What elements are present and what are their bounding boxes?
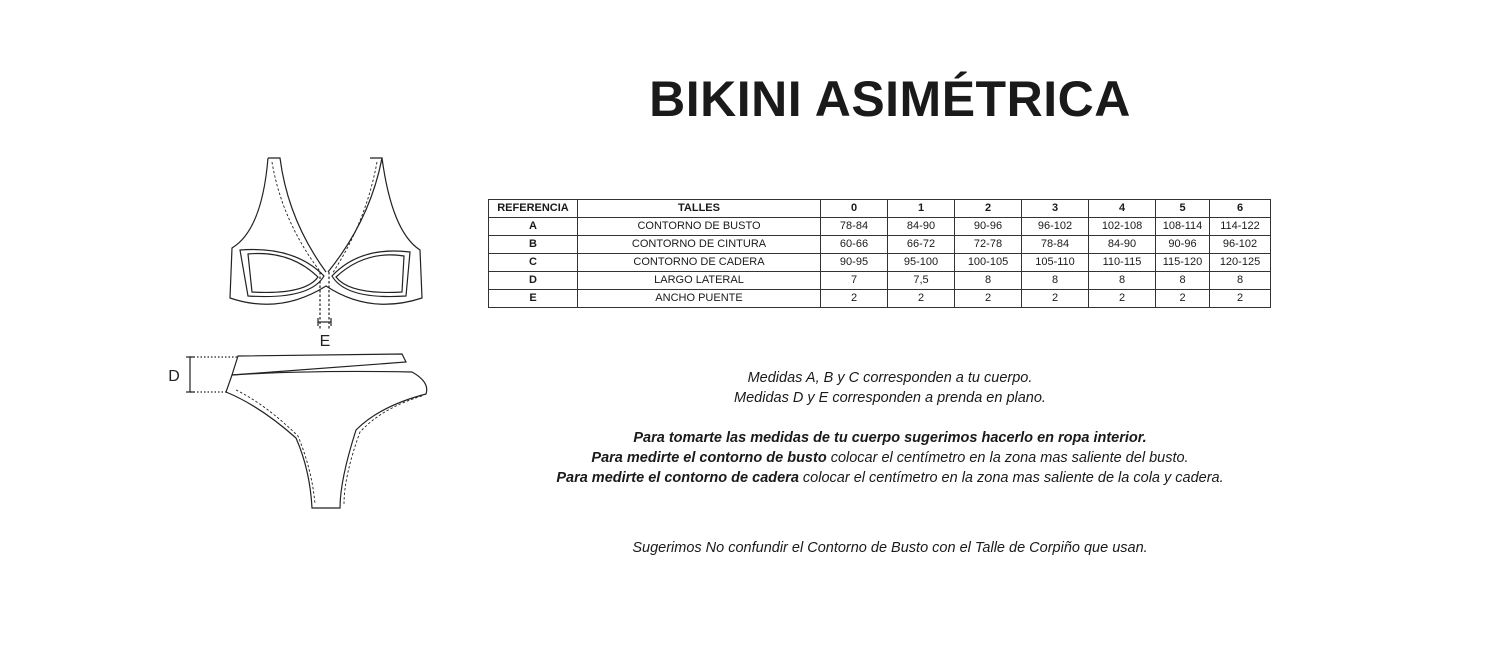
value-cell: 90-96 <box>1156 236 1210 254</box>
value-cell: 84-90 <box>1089 236 1156 254</box>
value-cell: 84-90 <box>888 218 955 236</box>
measure-name-cell: ANCHO PUENTE <box>578 290 821 308</box>
page-title: BIKINI ASIMÉTRICA <box>649 71 1131 127</box>
table-row <box>489 254 1271 272</box>
top-garment <box>230 158 422 330</box>
value-cell: 8 <box>1156 272 1210 290</box>
table-header-row <box>489 200 1271 218</box>
value-cell: 114-122 <box>1210 218 1271 236</box>
ref-cell: B <box>489 236 578 254</box>
ref-cell: C <box>489 254 578 272</box>
value-cell: 90-96 <box>955 218 1022 236</box>
table-row <box>489 236 1271 254</box>
header-cell: 0 <box>821 200 888 218</box>
value-cell: 78-84 <box>1022 236 1089 254</box>
value-cell: 66-72 <box>888 236 955 254</box>
ref-cell: A <box>489 218 578 236</box>
measure-name-cell: LARGO LATERAL <box>578 272 821 290</box>
header-cell: 2 <box>955 200 1022 218</box>
value-cell: 96-102 <box>1022 218 1089 236</box>
value-cell: 7,5 <box>888 272 955 290</box>
value-cell: 2 <box>1156 290 1210 308</box>
value-cell: 100-105 <box>955 254 1022 272</box>
ref-cell: E <box>489 290 578 308</box>
header-cell: REFERENCIA <box>489 200 578 218</box>
value-cell: 8 <box>1210 272 1271 290</box>
table-row <box>489 290 1271 308</box>
note-text: colocar el centímetro en la zona mas saliente del busto. <box>826 450 1189 466</box>
value-cell: 78-84 <box>821 218 888 236</box>
measurement-notes <box>500 368 1280 558</box>
header-cell: 5 <box>1156 200 1210 218</box>
value-cell: 95-100 <box>888 254 955 272</box>
header-cell: 1 <box>888 200 955 218</box>
value-cell: 2 <box>1210 290 1271 308</box>
value-cell: 8 <box>1089 272 1156 290</box>
value-cell: 2 <box>821 290 888 308</box>
value-cell: 115-120 <box>1156 254 1210 272</box>
header-cell: 3 <box>1022 200 1089 218</box>
note-line <box>500 468 1280 488</box>
note-line: Medidas A, B y C corresponden a tu cuerpo. <box>747 370 1033 386</box>
measure-name-cell: CONTORNO DE BUSTO <box>578 218 821 236</box>
value-cell: 108-114 <box>1156 218 1210 236</box>
table-row <box>489 218 1271 236</box>
value-cell: 60-66 <box>821 236 888 254</box>
value-cell: 8 <box>1022 272 1089 290</box>
value-cell: 102-108 <box>1089 218 1156 236</box>
header-cell: TALLES <box>578 200 821 218</box>
header-cell: 6 <box>1210 200 1271 218</box>
size-table <box>488 199 1271 308</box>
value-cell: 72-78 <box>955 236 1022 254</box>
value-cell: 90-95 <box>821 254 888 272</box>
measure-name-cell: CONTORNO DE CADERA <box>578 254 821 272</box>
note-line: Sugerimos No confundir el Contorno de Busto con el Talle de Corpiño que usan. <box>632 540 1148 556</box>
value-cell: 105-110 <box>1022 254 1089 272</box>
bikini-drawing <box>160 150 450 520</box>
header-cell: 4 <box>1089 200 1156 218</box>
note-line <box>500 448 1280 468</box>
label-d: D <box>168 368 180 385</box>
bikini-diagram <box>160 150 450 520</box>
note-line: Medidas D y E corresponden a prenda en plano. <box>734 390 1046 406</box>
note-text: colocar el centímetro en la zona mas saliente de la cola y cadera. <box>798 470 1224 486</box>
bottom-garment <box>186 354 427 508</box>
value-cell: 7 <box>821 272 888 290</box>
value-cell: 120-125 <box>1210 254 1271 272</box>
table-row <box>489 272 1271 290</box>
value-cell: 2 <box>1022 290 1089 308</box>
note-bold: Para medirte el contorno de busto <box>591 450 827 466</box>
measure-name-cell: CONTORNO DE CINTURA <box>578 236 821 254</box>
value-cell: 2 <box>1089 290 1156 308</box>
label-e: E <box>319 333 331 350</box>
value-cell: 2 <box>888 290 955 308</box>
value-cell: 2 <box>955 290 1022 308</box>
note-bold: Para tomarte las medidas de tu cuerpo sugerimos hacerlo en ropa interior. <box>633 430 1147 446</box>
value-cell: 8 <box>955 272 1022 290</box>
value-cell: 110-115 <box>1089 254 1156 272</box>
ref-cell: D <box>489 272 578 290</box>
value-cell: 96-102 <box>1210 236 1271 254</box>
note-bold: Para medirte el contorno de cadera <box>556 470 799 486</box>
note-line <box>500 428 1280 448</box>
